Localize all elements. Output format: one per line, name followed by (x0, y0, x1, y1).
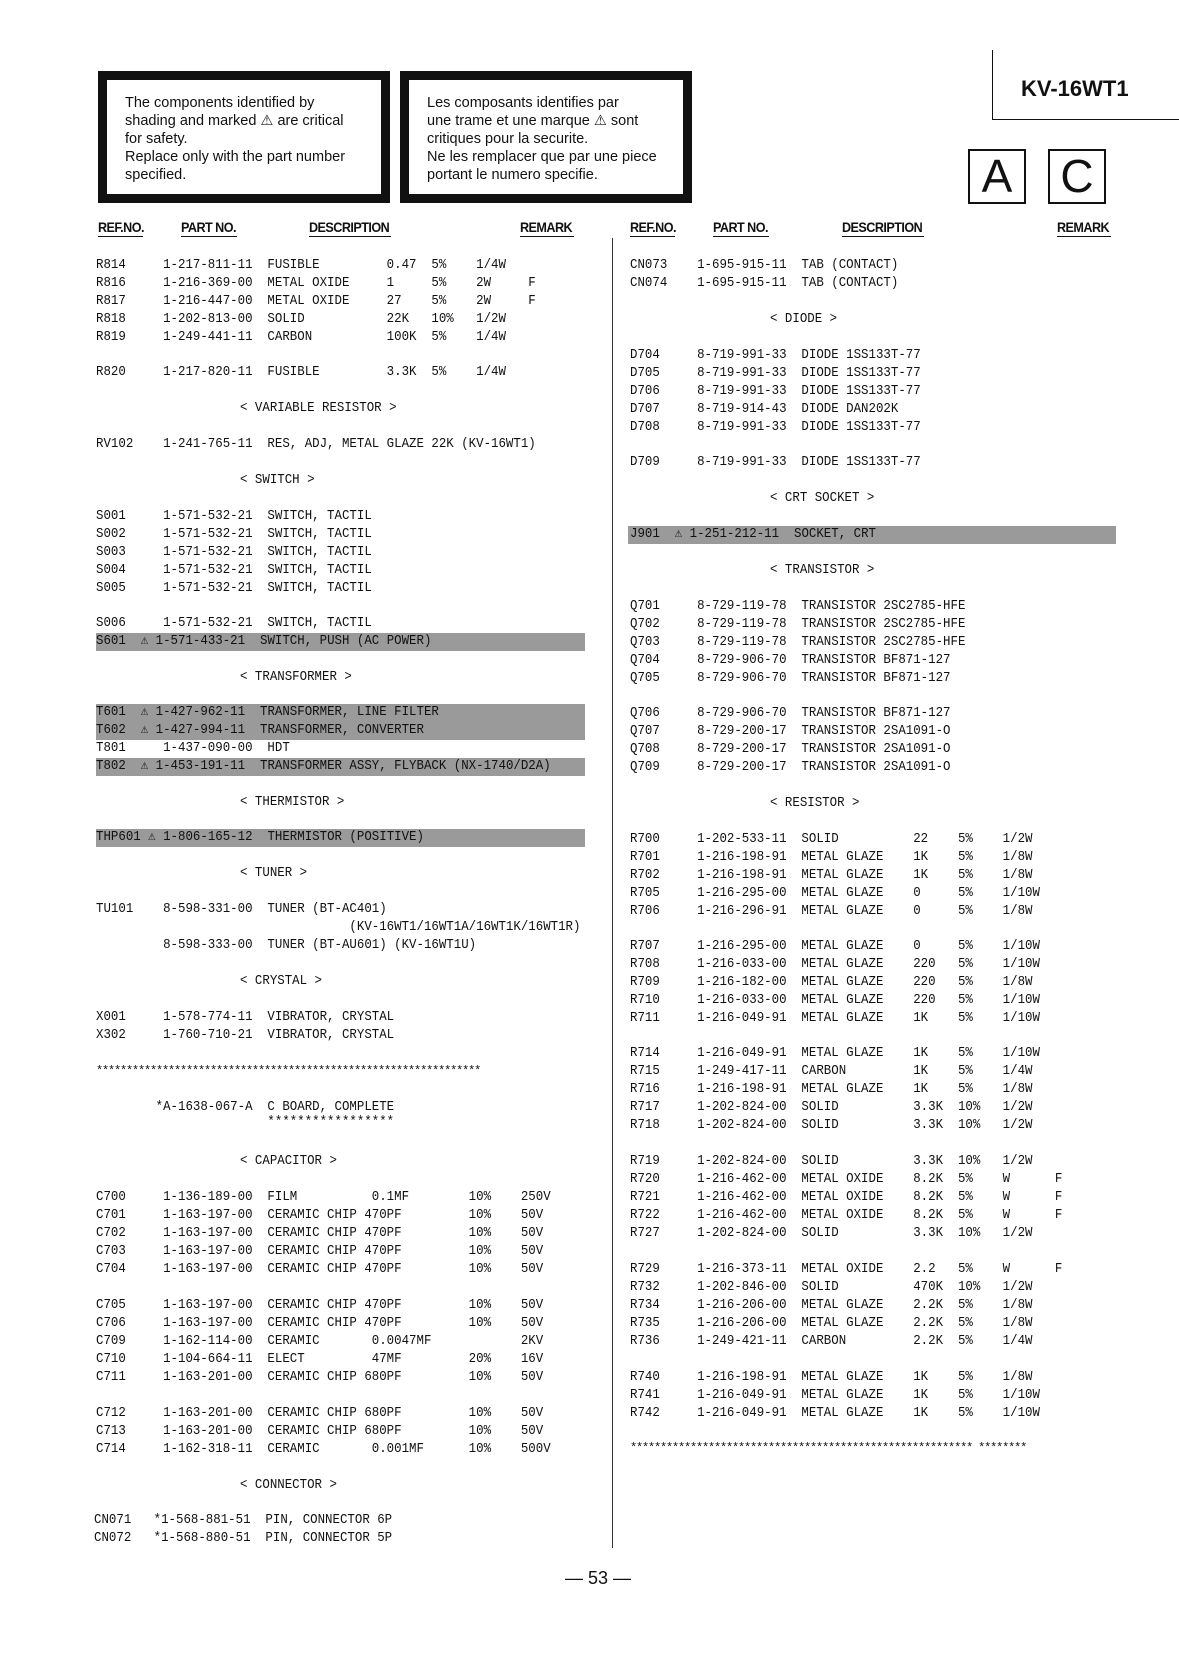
header-ref-no: REF.NO. (630, 219, 676, 235)
separator-stars: **************************************************************** (96, 1064, 481, 1078)
part-row: R741 1-216-049-91 METAL GLAZE 1K 5% 1/10W (630, 1388, 1040, 1403)
part-row: C713 1-163-201-00 CERAMIC CHIP 680PF 10% 50V (96, 1424, 544, 1439)
part-row: C706 1-163-197-00 CERAMIC CHIP 470PF 10% 50V (96, 1316, 544, 1331)
part-row: Q701 8-729-119-78 TRANSISTOR 2SC2785-HFE (630, 599, 966, 614)
part-row: S001 1-571-532-21 SWITCH, TACTIL (96, 509, 372, 524)
part-row: Q709 8-729-200-17 TRANSISTOR 2SA1091-O (630, 760, 951, 775)
part-row: R700 1-202-533-11 SOLID 22 5% 1/2W (630, 832, 1033, 847)
part-row: R718 1-202-824-00 SOLID 3.3K 10% 1/2W (630, 1118, 1033, 1133)
section-heading: < VARIABLE RESISTOR > (240, 401, 397, 416)
part-row: R742 1-216-049-91 METAL GLAZE 1K 5% 1/10W (630, 1406, 1040, 1421)
header-underline (713, 236, 769, 237)
part-row: R729 1-216-373-11 METAL OXIDE 2.2 5% W F (630, 1262, 1063, 1277)
part-row: Q707 8-729-200-17 TRANSISTOR 2SA1091-O (630, 724, 951, 739)
part-row: R705 1-216-295-00 METAL GLAZE 0 5% 1/10W (630, 886, 1040, 901)
section-heading: < TUNER > (240, 866, 308, 881)
part-row: CN073 1-695-915-11 TAB (CONTACT) (630, 258, 899, 273)
part-row: C703 1-163-197-00 CERAMIC CHIP 470PF 10% 50V (96, 1244, 544, 1259)
part-row: R715 1-249-417-11 CARBON 1K 5% 1/4W (630, 1064, 1033, 1079)
header-underline (181, 236, 237, 237)
part-row: R820 1-217-820-11 FUSIBLE 3.3K 5% 1/4W (96, 365, 506, 380)
notice-line: Les composants identifies par (427, 95, 619, 111)
header-underline (1057, 236, 1111, 237)
notice-line: une trame et une marque ⚠ sont (427, 113, 639, 129)
part-row-safety: T802 ⚠ 1-453-191-11 TRANSFORMER ASSY, FLYBACK (NX-1740/D2A) (96, 759, 551, 774)
part-row: R702 1-216-198-91 METAL GLAZE 1K 5% 1/8W (630, 868, 1033, 883)
section-heading: < CAPACITOR > (240, 1154, 337, 1169)
part-row: R817 1-216-447-00 METAL OXIDE 27 5% 2W F (96, 294, 536, 309)
part-row: X302 1-760-710-21 VIBRATOR, CRYSTAL (96, 1028, 395, 1043)
part-row: R722 1-216-462-00 METAL OXIDE 8.2K 5% W F (630, 1208, 1063, 1223)
part-row: R814 1-217-811-11 FUSIBLE 0.47 5% 1/4W (96, 258, 506, 273)
column-divider (612, 238, 613, 1548)
part-row-safety: T602 ⚠ 1-427-994-11 TRANSFORMER, CONVERTER (96, 723, 424, 738)
part-row: X001 1-578-774-11 VIBRATOR, CRYSTAL (96, 1010, 395, 1025)
part-row: TU101 8-598-331-00 TUNER (BT-AC401) (96, 902, 387, 917)
header-description: DESCRIPTION (842, 219, 923, 235)
board-a-box: A (968, 149, 1026, 204)
section-heading: < CRT SOCKET > (770, 491, 875, 506)
board-title-underline: ***************** (96, 1115, 395, 1130)
notice-line: specified. (125, 167, 187, 183)
header-description: DESCRIPTION (309, 219, 390, 235)
separator-stars: ********************************************************* ******** (630, 1441, 1027, 1455)
part-row: Q704 8-729-906-70 TRANSISTOR BF871-127 (630, 653, 951, 668)
safety-notice-french (400, 71, 692, 203)
part-row: S002 1-571-532-21 SWITCH, TACTIL (96, 527, 372, 542)
part-row: C710 1-104-664-11 ELECT 47MF 20% 16V (96, 1352, 544, 1367)
section-heading: < SWITCH > (240, 473, 315, 488)
section-heading: < TRANSFORMER > (240, 670, 352, 685)
part-row: R740 1-216-198-91 METAL GLAZE 1K 5% 1/8W (630, 1370, 1033, 1385)
section-heading: < THERMISTOR > (240, 795, 345, 810)
part-row: R717 1-202-824-00 SOLID 3.3K 10% 1/2W (630, 1100, 1033, 1115)
page-number: — 53 — (565, 1568, 632, 1588)
part-row: R707 1-216-295-00 METAL GLAZE 0 5% 1/10W (630, 939, 1040, 954)
part-row: CN071 *1-568-881-51 PIN, CONNECTOR 6P (94, 1513, 393, 1528)
part-row: Q705 8-729-906-70 TRANSISTOR BF871-127 (630, 671, 951, 686)
part-row-safety: J901 ⚠ 1-251-212-11 SOCKET, CRT (630, 527, 876, 542)
header-underline (520, 236, 574, 237)
part-row: R734 1-216-206-00 METAL GLAZE 2.2K 5% 1/8W (630, 1298, 1033, 1313)
part-row: R709 1-216-182-00 METAL GLAZE 220 5% 1/8W (630, 975, 1033, 990)
notice-line: The components identified by (125, 95, 315, 111)
part-row: S005 1-571-532-21 SWITCH, TACTIL (96, 581, 372, 596)
header-underline (98, 236, 143, 237)
header-remark: REMARK (520, 219, 573, 235)
header-underline (630, 236, 675, 237)
part-row: R706 1-216-296-91 METAL GLAZE 0 5% 1/8W (630, 904, 1033, 919)
part-row: R727 1-202-824-00 SOLID 3.3K 10% 1/2W (630, 1226, 1033, 1241)
notice-line: Ne les remplacer que par une piece (427, 149, 657, 165)
part-row: D707 8-719-914-43 DIODE DAN202K (630, 402, 899, 417)
notice-line: portant le numero specifie. (427, 167, 598, 183)
part-row: RV102 1-241-765-11 RES, ADJ, METAL GLAZE 22K (KV-16WT1) (96, 437, 536, 452)
safety-notice-english (98, 71, 390, 203)
part-row: R710 1-216-033-00 METAL GLAZE 220 5% 1/10W (630, 993, 1040, 1008)
part-row: CN072 *1-568-880-51 PIN, CONNECTOR 5P (94, 1531, 393, 1546)
part-row: R714 1-216-049-91 METAL GLAZE 1K 5% 1/10W (630, 1046, 1040, 1061)
part-row: R708 1-216-033-00 METAL GLAZE 220 5% 1/10W (630, 957, 1040, 972)
model-number: KV-16WT1 (1021, 76, 1129, 101)
part-row: D704 8-719-991-33 DIODE 1SS133T-77 (630, 348, 921, 363)
model-label-box (992, 50, 1179, 120)
header-ref-no: REF.NO. (98, 219, 144, 235)
part-row: R701 1-216-198-91 METAL GLAZE 1K 5% 1/8W (630, 850, 1033, 865)
part-row: D706 8-719-991-33 DIODE 1SS133T-77 (630, 384, 921, 399)
header-remark: REMARK (1057, 219, 1110, 235)
part-row: S004 1-571-532-21 SWITCH, TACTIL (96, 563, 372, 578)
board-c-box: C (1048, 149, 1106, 204)
header-part-no: PART NO. (181, 219, 236, 235)
section-heading: < CONNECTOR > (240, 1478, 337, 1493)
part-row: Q706 8-729-906-70 TRANSISTOR BF871-127 (630, 706, 951, 721)
part-row: Q708 8-729-200-17 TRANSISTOR 2SA1091-O (630, 742, 951, 757)
part-row-safety: THP601 ⚠ 1-806-165-12 THERMISTOR (POSITIVE) (96, 830, 424, 845)
part-row: C700 1-136-189-00 FILM 0.1MF 10% 250V (96, 1190, 551, 1205)
notice-line: Replace only with the part number (125, 149, 346, 165)
part-row: S006 1-571-532-21 SWITCH, TACTIL (96, 616, 372, 631)
part-row: R721 1-216-462-00 METAL OXIDE 8.2K 5% W F (630, 1190, 1063, 1205)
part-row: R736 1-249-421-11 CARBON 2.2K 5% 1/4W (630, 1334, 1033, 1349)
part-row-continued: (KV-16WT1/16WT1A/16WT1K/16WT1R) (96, 920, 581, 935)
part-row: D708 8-719-991-33 DIODE 1SS133T-77 (630, 420, 921, 435)
part-row: C702 1-163-197-00 CERAMIC CHIP 470PF 10% 50V (96, 1226, 544, 1241)
part-row: D709 8-719-991-33 DIODE 1SS133T-77 (630, 455, 921, 470)
part-row: CN074 1-695-915-11 TAB (CONTACT) (630, 276, 899, 291)
part-row: R716 1-216-198-91 METAL GLAZE 1K 5% 1/8W (630, 1082, 1033, 1097)
part-row: R732 1-202-846-00 SOLID 470K 10% 1/2W (630, 1280, 1033, 1295)
part-row: Q703 8-729-119-78 TRANSISTOR 2SC2785-HFE (630, 635, 966, 650)
header-underline (309, 236, 391, 237)
section-heading: < DIODE > (770, 312, 838, 327)
part-row: C705 1-163-197-00 CERAMIC CHIP 470PF 10% 50V (96, 1298, 544, 1313)
notice-line: critiques pour la securite. (427, 131, 589, 147)
part-row: Q702 8-729-119-78 TRANSISTOR 2SC2785-HFE (630, 617, 966, 632)
section-heading: < TRANSISTOR > (770, 563, 875, 578)
board-title: *A-1638-067-A C BOARD, COMPLETE (96, 1100, 395, 1115)
part-row: S003 1-571-532-21 SWITCH, TACTIL (96, 545, 372, 560)
section-heading: < CRYSTAL > (240, 974, 322, 989)
header-underline (842, 236, 924, 237)
part-row: C714 1-162-318-11 CERAMIC 0.001MF 10% 500V (96, 1442, 551, 1457)
notice-line: shading and marked ⚠ are critical (125, 113, 344, 129)
part-row-safety: T601 ⚠ 1-427-962-11 TRANSFORMER, LINE FILTER (96, 705, 439, 720)
part-row: R819 1-249-441-11 CARBON 100K 5% 1/4W (96, 330, 506, 345)
part-row: D705 8-719-991-33 DIODE 1SS133T-77 (630, 366, 921, 381)
part-row: C701 1-163-197-00 CERAMIC CHIP 470PF 10% 50V (96, 1208, 544, 1223)
section-heading: < RESISTOR > (770, 796, 860, 811)
part-row: R719 1-202-824-00 SOLID 3.3K 10% 1/2W (630, 1154, 1033, 1169)
notice-line: for safety. (125, 131, 188, 147)
part-row: T801 1-437-090-00 HDT (96, 741, 290, 756)
part-row-safety: S601 ⚠ 1-571-433-21 SWITCH, PUSH (AC POWER) (96, 634, 432, 649)
part-row: C709 1-162-114-00 CERAMIC 0.0047MF 2KV (96, 1334, 544, 1349)
part-row: C711 1-163-201-00 CERAMIC CHIP 680PF 10% 50V (96, 1370, 544, 1385)
part-row: R720 1-216-462-00 METAL OXIDE 8.2K 5% W F (630, 1172, 1063, 1187)
part-row: 8-598-333-00 TUNER (BT-AU601) (KV-16WT1U) (96, 938, 477, 953)
part-row: C712 1-163-201-00 CERAMIC CHIP 680PF 10% 50V (96, 1406, 544, 1421)
header-part-no: PART NO. (713, 219, 768, 235)
part-row: R735 1-216-206-00 METAL GLAZE 2.2K 5% 1/8W (630, 1316, 1033, 1331)
part-row: R711 1-216-049-91 METAL GLAZE 1K 5% 1/10W (630, 1011, 1040, 1026)
part-row: R818 1-202-813-00 SOLID 22K 10% 1/2W (96, 312, 506, 327)
part-row: R816 1-216-369-00 METAL OXIDE 1 5% 2W F (96, 276, 536, 291)
part-row: C704 1-163-197-00 CERAMIC CHIP 470PF 10% 50V (96, 1262, 544, 1277)
